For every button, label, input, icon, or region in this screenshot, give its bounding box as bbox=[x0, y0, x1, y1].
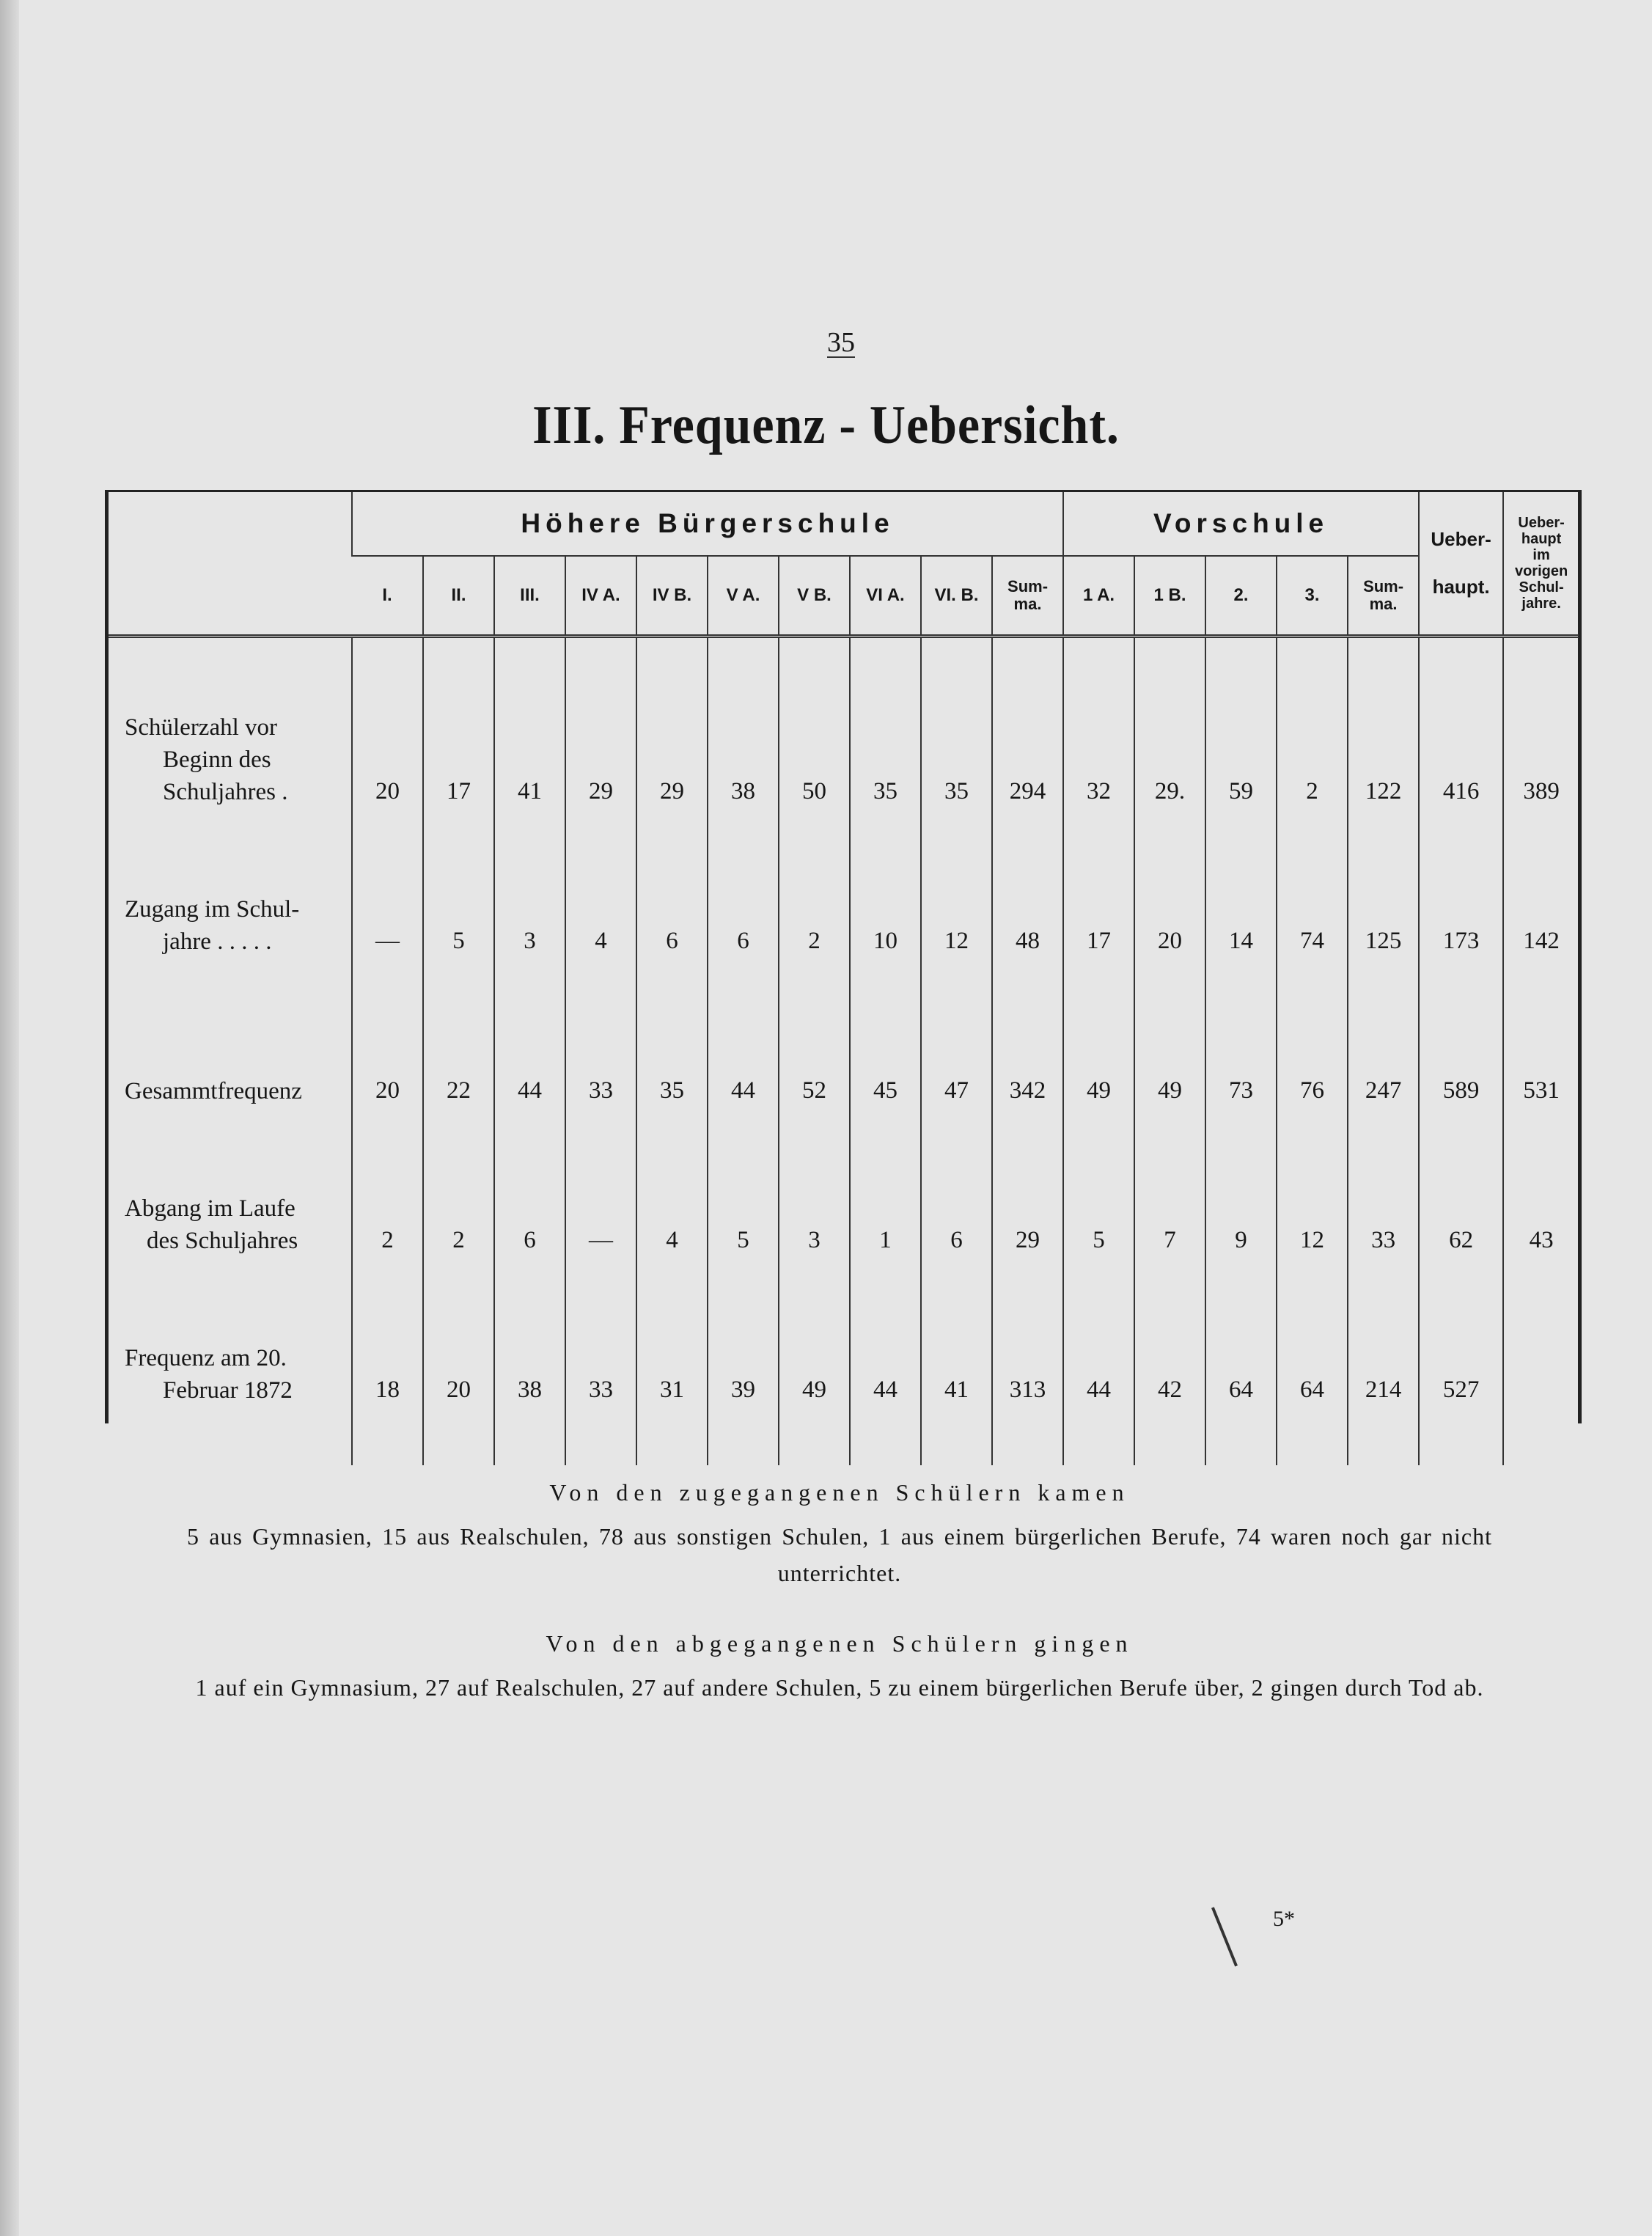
vorjahr-line: haupt bbox=[1521, 531, 1562, 547]
vorjahr-line: Schul- bbox=[1519, 579, 1564, 595]
table-cell: 29. bbox=[1134, 711, 1205, 815]
page-number: 35 bbox=[827, 327, 855, 358]
table-cell: 294 bbox=[992, 711, 1063, 815]
table-cell: 9 bbox=[1205, 1166, 1277, 1264]
table-cell: 41 bbox=[921, 1316, 992, 1414]
table-cell: 17 bbox=[423, 711, 494, 815]
row-label-line: Frequenz am 20. bbox=[125, 1345, 287, 1371]
page-edge bbox=[0, 0, 19, 2236]
table-body bbox=[109, 637, 1579, 1466]
table-cell: 44 bbox=[708, 1016, 779, 1115]
row-label-line: Abgang im Laufe bbox=[125, 1195, 295, 1222]
vorjahr-line: Ueber- bbox=[1518, 515, 1565, 531]
row-spacer bbox=[109, 1414, 1579, 1465]
row-label-line: jahre . . . . . bbox=[163, 928, 272, 955]
table-cell: 6 bbox=[708, 867, 779, 965]
ueberhaupt-tail: haupt. bbox=[1432, 576, 1490, 598]
row-label bbox=[109, 1016, 352, 1115]
table-cell: 3 bbox=[779, 1166, 850, 1264]
table-cell: 313 bbox=[992, 1316, 1063, 1414]
table-row bbox=[109, 1166, 1579, 1264]
table-cell: 76 bbox=[1277, 1016, 1348, 1115]
table-cell: 33 bbox=[565, 1016, 636, 1115]
table-row bbox=[109, 1316, 1579, 1414]
vorjahr-line: jahre. bbox=[1521, 595, 1561, 612]
table-cell: 44 bbox=[1063, 1316, 1134, 1414]
col-header-1B: 1 B. bbox=[1134, 556, 1205, 637]
group-header-hoehere-buergerschule: Höhere Bürgerschule bbox=[352, 492, 1063, 556]
table-cell: 43 bbox=[1503, 1166, 1579, 1264]
frequency-table-frame bbox=[105, 490, 1582, 1423]
pencil-mark bbox=[1211, 1907, 1238, 1966]
table-top-spacer bbox=[109, 637, 1579, 712]
zugang-heading: Von den zugegangenen Schülern kamen bbox=[549, 1479, 1130, 1506]
table-cell: 122 bbox=[1348, 711, 1419, 815]
table-cell: 5 bbox=[1063, 1166, 1134, 1264]
col-header-I: I. bbox=[352, 556, 423, 637]
vorjahr-line: im bbox=[1532, 547, 1550, 563]
row-label bbox=[109, 1316, 352, 1414]
row-label bbox=[109, 867, 352, 965]
table-cell: 49 bbox=[779, 1316, 850, 1414]
table-cell: 527 bbox=[1419, 1316, 1503, 1414]
table-row bbox=[109, 867, 1579, 965]
table-cell: 6 bbox=[921, 1166, 992, 1264]
vorjahr-line: vorigen bbox=[1514, 563, 1568, 579]
table-cell: 214 bbox=[1348, 1316, 1419, 1414]
ueberhaupt-head: Ueber- bbox=[1431, 528, 1491, 550]
table-cell: 44 bbox=[494, 1016, 565, 1115]
vs-summa-line: Sum- bbox=[1363, 577, 1404, 595]
abgang-heading: Von den abgegangenen Schülern gingen bbox=[546, 1630, 1134, 1657]
row-spacer bbox=[109, 1115, 1579, 1166]
table-cell: 22 bbox=[423, 1016, 494, 1115]
table-cell: 389 bbox=[1503, 711, 1579, 815]
table-cell: 62 bbox=[1419, 1166, 1503, 1264]
row-label bbox=[109, 711, 352, 815]
table-cell: 12 bbox=[1277, 1166, 1348, 1264]
table-cell: 49 bbox=[1063, 1016, 1134, 1115]
table-cell: 35 bbox=[921, 711, 992, 815]
row-label-line: Februar 1872 bbox=[163, 1377, 293, 1404]
table-cell: 12 bbox=[921, 867, 992, 965]
table-cell: 6 bbox=[494, 1166, 565, 1264]
table-cell: 142 bbox=[1503, 867, 1579, 965]
notes-section bbox=[109, 1474, 1571, 1706]
col-header-3: 3. bbox=[1277, 556, 1348, 637]
table-cell: 14 bbox=[1205, 867, 1277, 965]
row-label bbox=[109, 1166, 352, 1264]
col-header-IVB: IV B. bbox=[636, 556, 708, 637]
row-label-line: Beginn des bbox=[163, 747, 271, 773]
table-row bbox=[109, 1016, 1579, 1115]
table-cell: 38 bbox=[708, 711, 779, 815]
table-cell: 50 bbox=[779, 711, 850, 815]
table-cell: 29 bbox=[565, 711, 636, 815]
table-cell: 73 bbox=[1205, 1016, 1277, 1115]
table-cell: 4 bbox=[565, 867, 636, 965]
group-header-vorschule: Vorschule bbox=[1063, 492, 1419, 556]
table-cell: 29 bbox=[636, 711, 708, 815]
table-cell: 20 bbox=[352, 1016, 423, 1115]
row-label-header bbox=[109, 492, 352, 637]
table-cell: 2 bbox=[352, 1166, 423, 1264]
table-cell: — bbox=[565, 1166, 636, 1264]
col-header-ueberhaupt bbox=[1419, 492, 1503, 637]
col-header-VIA: VI A. bbox=[850, 556, 921, 637]
table-cell: 416 bbox=[1419, 711, 1503, 815]
row-spacer bbox=[109, 1264, 1579, 1316]
col-header-III: III. bbox=[494, 556, 565, 637]
table-cell: 35 bbox=[636, 1016, 708, 1115]
table-cell: 589 bbox=[1419, 1016, 1503, 1115]
table-cell: 59 bbox=[1205, 711, 1277, 815]
zugang-text: 5 aus Gymnasien, 15 aus Realschulen, 78 aus sonstigen Schulen, 1 aus einem bürgerlichen Berufe, 74 waren noch gar nicht unterrichtet. bbox=[187, 1523, 1492, 1586]
table-cell: 18 bbox=[352, 1316, 423, 1414]
hb-summa-line: ma. bbox=[1013, 595, 1042, 613]
row-label-line: des Schuljahres bbox=[147, 1228, 298, 1254]
table-cell: 125 bbox=[1348, 867, 1419, 965]
row-label-line: Zugang im Schul- bbox=[125, 896, 300, 923]
abgang-text: 1 auf ein Gymnasium, 27 auf Realschulen, 27 auf andere Schulen, 5 zu einem bürgerlichen Berufe über, 2 gingen durch Tod ab. bbox=[195, 1674, 1484, 1701]
table-cell: 173 bbox=[1419, 867, 1503, 965]
table-cell: 5 bbox=[708, 1166, 779, 1264]
table-cell: 1 bbox=[850, 1166, 921, 1264]
table-cell: 7 bbox=[1134, 1166, 1205, 1264]
col-header-II: II. bbox=[423, 556, 494, 637]
signature-mark: 5* bbox=[1273, 1907, 1295, 1931]
vs-summa-line: ma. bbox=[1369, 595, 1398, 613]
table-cell: 64 bbox=[1277, 1316, 1348, 1414]
table-row bbox=[109, 711, 1579, 815]
table-cell: 47 bbox=[921, 1016, 992, 1115]
row-label-line: Schuljahres . bbox=[163, 779, 288, 805]
table-cell: 2 bbox=[1277, 711, 1348, 815]
table-cell: 32 bbox=[1063, 711, 1134, 815]
table-cell: 6 bbox=[636, 867, 708, 965]
table-cell: 33 bbox=[1348, 1166, 1419, 1264]
table-cell: 10 bbox=[850, 867, 921, 965]
table-cell: 2 bbox=[779, 867, 850, 965]
table-cell: 4 bbox=[636, 1166, 708, 1264]
table-cell: 29 bbox=[992, 1166, 1063, 1264]
table-cell: 20 bbox=[352, 711, 423, 815]
row-label-line: Gesammtfrequenz bbox=[125, 1078, 302, 1104]
table-cell: 31 bbox=[636, 1316, 708, 1414]
table-cell: 45 bbox=[850, 1016, 921, 1115]
row-spacer bbox=[109, 965, 1579, 1016]
table-cell: 74 bbox=[1277, 867, 1348, 965]
table-cell: 5 bbox=[423, 867, 494, 965]
row-spacer bbox=[109, 815, 1579, 867]
table-cell: 20 bbox=[1134, 867, 1205, 965]
col-header-vs-summa bbox=[1348, 556, 1419, 637]
hb-summa-line: Sum- bbox=[1007, 577, 1049, 595]
table-cell: 64 bbox=[1205, 1316, 1277, 1414]
table-cell: 247 bbox=[1348, 1016, 1419, 1115]
table-cell: 35 bbox=[850, 711, 921, 815]
col-header-2: 2. bbox=[1205, 556, 1277, 637]
table-cell: 42 bbox=[1134, 1316, 1205, 1414]
table-cell bbox=[1503, 1316, 1579, 1414]
table-cell: 49 bbox=[1134, 1016, 1205, 1115]
row-label-line: Schülerzahl vor bbox=[125, 714, 278, 741]
col-header-hb-summa bbox=[992, 556, 1063, 637]
table-cell: 33 bbox=[565, 1316, 636, 1414]
table-cell: 531 bbox=[1503, 1016, 1579, 1115]
table-cell: 20 bbox=[423, 1316, 494, 1414]
col-header-vorjahr bbox=[1503, 492, 1579, 637]
frequency-table bbox=[109, 492, 1579, 1465]
col-header-1A: 1 A. bbox=[1063, 556, 1134, 637]
col-header-VIB: VI. B. bbox=[921, 556, 992, 637]
col-header-VB: V B. bbox=[779, 556, 850, 637]
table-cell: 41 bbox=[494, 711, 565, 815]
table-cell: 38 bbox=[494, 1316, 565, 1414]
table-cell: 39 bbox=[708, 1316, 779, 1414]
col-header-IVA: IV A. bbox=[565, 556, 636, 637]
table-cell: — bbox=[352, 867, 423, 965]
table-cell: 48 bbox=[992, 867, 1063, 965]
page-title: III. Frequenz - Uebersicht. bbox=[532, 395, 1120, 455]
table-cell: 2 bbox=[423, 1166, 494, 1264]
table-cell: 342 bbox=[992, 1016, 1063, 1115]
col-header-VA: V A. bbox=[708, 556, 779, 637]
table-cell: 17 bbox=[1063, 867, 1134, 965]
table-cell: 3 bbox=[494, 867, 565, 965]
table-cell: 52 bbox=[779, 1016, 850, 1115]
table-cell: 44 bbox=[850, 1316, 921, 1414]
